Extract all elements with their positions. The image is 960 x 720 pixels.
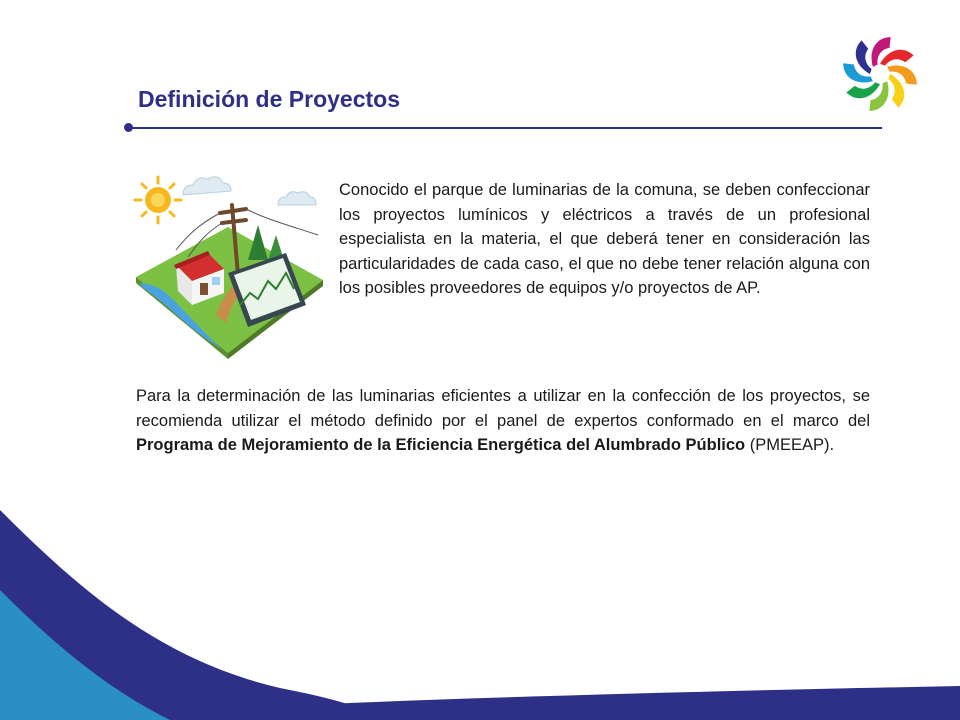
title-rule xyxy=(130,127,882,129)
house-power-line-tablet-illustration-icon xyxy=(128,165,328,360)
slide-title: Definición de Proyectos xyxy=(138,86,401,112)
pinwheel-logo-icon xyxy=(838,32,922,116)
cloud-icon xyxy=(183,177,316,205)
program-name: Programa de Mejoramiento de la Eficiencia Energética del Alumbrado Público xyxy=(136,436,746,454)
tree-icon xyxy=(248,225,284,260)
method-paragraph xyxy=(136,384,870,458)
footer-wave-decoration xyxy=(0,500,960,720)
method-paragraph-suffix: (PMEEAP). xyxy=(745,436,835,454)
sun-icon xyxy=(135,177,181,223)
intro-paragraph: Conocido el parque de luminarias de la comuna, se deben confeccionar los proyectos lumínicos y eléctricos a través de un profesional especialista en la materia, el que deberá tener en consideración las particularidades de cada caso, el que no debe tener relación alguna con los posibles proveedores de equipos y/o proyectos de AP. xyxy=(339,181,870,297)
method-paragraph-text: Para la determinación de las luminarias eficientes a utilizar en la confección de los proyectos, se recomienda utilizar el método definido por el panel de expertos conformado en el marco del xyxy=(136,387,870,430)
